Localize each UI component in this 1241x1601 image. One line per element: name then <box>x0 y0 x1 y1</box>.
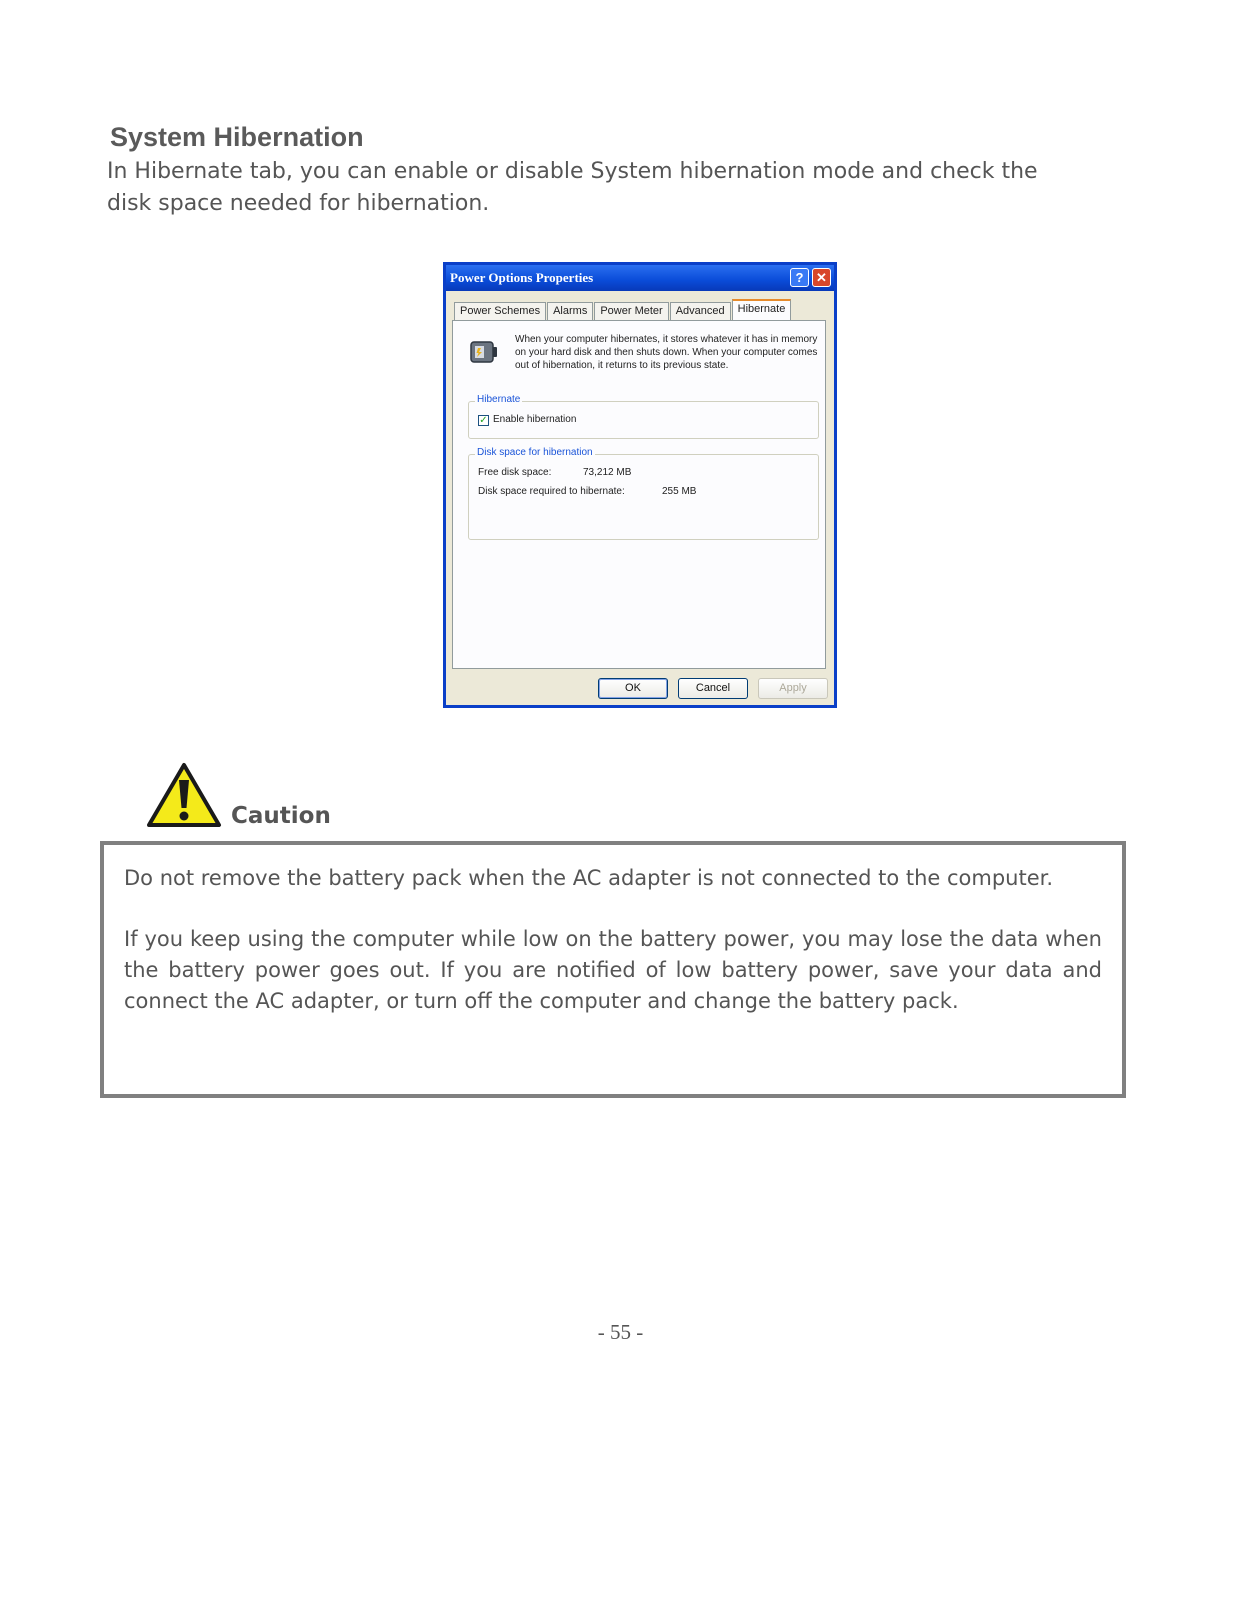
cancel-button[interactable]: Cancel <box>678 678 748 699</box>
required-disk-space-value: 255 MB <box>662 486 697 497</box>
hibernate-description: When your computer hibernates, it stores whatever it has in memory on your hard disk and then shuts down. When your computer comes out of hibernation, it returns to its previous state. <box>515 334 818 371</box>
enable-hibernation-checkbox[interactable]: ✓ <box>479 415 488 426</box>
warning-triangle-icon <box>146 762 222 828</box>
intro-paragraph: In Hibernate tab, you can enable or disable System hibernation mode and check the disk space needed for hibernation. <box>107 159 1038 216</box>
hibernate-panel <box>452 320 826 669</box>
caution-title: Caution <box>231 803 331 829</box>
tab-advanced[interactable]: Advanced <box>670 302 731 322</box>
caution-paragraph: If you keep using the computer while low on the battery power, you may lose the data when the battery power goes out. If you are notified of low battery power, save your data and connect the AC adapter, or turn off the computer and change the battery pack. <box>124 927 1102 1013</box>
dialog-titlebar <box>446 265 834 291</box>
close-button[interactable]: ✕ <box>812 268 831 287</box>
tab-strip <box>454 299 792 319</box>
enable-hibernation-label[interactable]: Enable hibernation <box>493 414 577 425</box>
section-heading: System Hibernation <box>110 122 364 152</box>
apply-button[interactable]: Apply <box>758 678 828 699</box>
hibernate-group <box>468 394 819 439</box>
caution-paragraph: Do not remove the battery pack when the AC adapter is not connected to the computer. <box>124 866 1054 890</box>
free-disk-space-label: Free disk space: <box>478 467 552 478</box>
ok-button[interactable]: OK <box>598 678 668 699</box>
tab-power-meter[interactable]: Power Meter <box>594 302 668 322</box>
page-number: - 55 - <box>597 1320 644 1344</box>
tab-power-schemes[interactable]: Power Schemes <box>454 302 546 322</box>
help-button[interactable]: ? <box>790 268 809 287</box>
caution-box <box>100 841 1126 1098</box>
disk-space-group-legend: Disk space for hibernation <box>477 447 593 458</box>
tab-alarms[interactable]: Alarms <box>547 302 593 322</box>
tab-hibernate[interactable]: Hibernate <box>732 299 792 324</box>
hibernate-group-legend: Hibernate <box>477 394 521 405</box>
required-disk-space-label: Disk space required to hibernate: <box>478 486 625 497</box>
power-options-dialog <box>443 262 837 708</box>
dialog-title: Power Options Properties <box>450 270 594 285</box>
battery-icon <box>468 335 500 367</box>
free-disk-space-value: 73,212 MB <box>583 467 632 478</box>
disk-space-group <box>468 447 819 540</box>
